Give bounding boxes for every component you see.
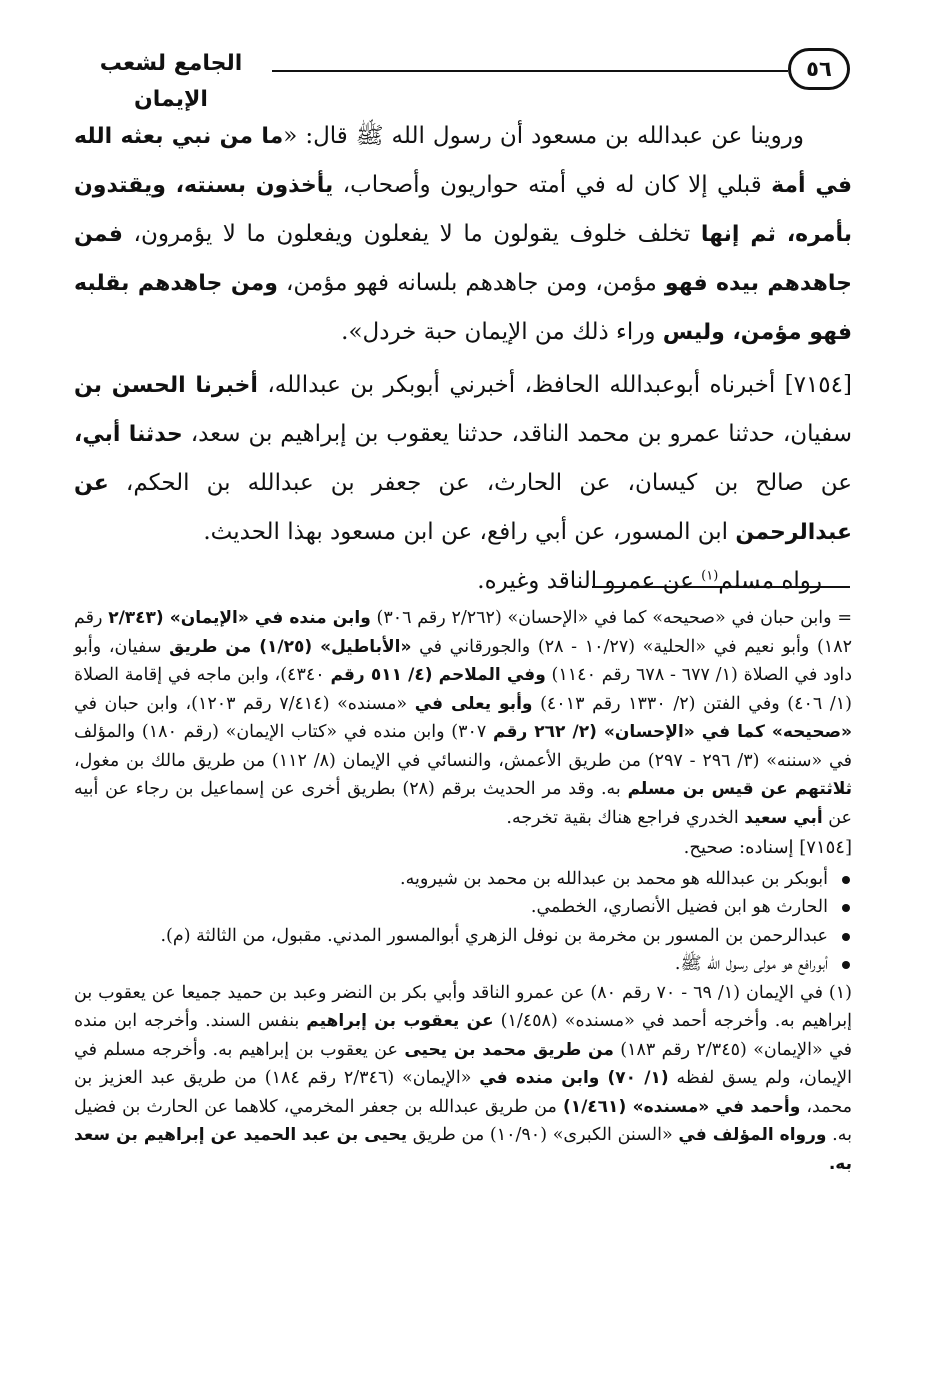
chain-bold-2: حدثنا أبي، [74,422,183,447]
hadith-bold-2: يأخذون بسنته، ويقتدون بأمره، ثم إنها [74,173,852,247]
fn-prev-bold-8: أبي سعيد [744,807,823,828]
footnote-separator [592,586,850,588]
hadith-bold-3: فمن جاهدهم بيده فهو [74,222,852,296]
chain-paragraph [74,361,852,557]
fn-prev-text-5: «مسنده» (٧/٤١٤ رقم ١٢٠٣)، وابن حبان في [74,693,415,714]
chain-bold-1: أخبرنا الحسن بن [74,373,258,398]
fn-prev-bold-3: وفي الملاحم (٤/ ٥١١ رقم [330,665,546,685]
isnad-label: إسناده: صحيح. [683,837,800,858]
hadith-number: [٧١٥٤] [784,372,852,398]
riwayah-text-1: رواه مسلم [718,568,822,594]
narrator-note [74,922,830,951]
fn1-bold-3: من طريق محمد بن يحيى [404,1039,614,1060]
fn1-bold-7: يحيى بن عبد الحميد عن إبراهيم بن سعد به. [74,1125,852,1174]
chain-text-2: سفيان، حدثنا عمرو بن محمد الناقد، حدثنا يعقوب بن إبراهيم بن سعد، [182,421,852,447]
fn-prev-text-7: الأعمش، والنسائي في الإيمان (٨/ ١١٢) من طريق مالك بن مغول، [74,750,569,771]
fn1-text-7: «السنن الكبرى» (١٠/٩٠) من طريق [407,1125,679,1145]
header-rule [272,70,788,72]
footnote-1 [74,979,852,1179]
narrator-notes [74,865,852,979]
footnote-ref-1[interactable]: (١) [701,568,719,584]
fn-prev-text-6: ٣٠٧) وابن منده في «كتاب الإيمان» (رقم ١٨٠) والمؤلف في «سننه» (٣/ ٢٩٦ - ٢٩٧) من طريق [74,722,852,771]
chain-text-4: ابن المسور، عن أبي رافع، عن ابن مسعود بهذا الحديث. [203,519,736,545]
fn1-bold-4: (١/ ٧٠) وابن منده في [479,1068,669,1088]
footnote-continued [74,604,852,832]
fn1-text-5: «الإيمان» (٢/٣٤٦ رقم ١٨٤) من طريق عبد العزيز بن محمد، [74,1068,852,1117]
fn-prev-text-3: سفيان، وأبو داود في الصلاة (١/ ٦٧٧ - ٦٧٨ رقم ١١٤٠) [74,636,852,685]
hadith-text-2: تخلف خلوف يقولون ما لا يفعلون ويفعلون ما لا يؤمرون، [122,221,701,247]
fn-prev-bold-2: «الأباطيل» (١/٢٥) من طريق [169,636,412,657]
hadith-paragraph [74,112,852,357]
bullet-icon [842,876,850,884]
chain-text-3: عن صالح بن كيسان، عن الحارث، عن جعفر بن عبدالله بن الحكم، [108,470,852,496]
fn1-text-1: (١) في الإيمان (١/ ٦٩ - ٧٠ رقم ٨٠) عن عمرو الناقد وأبي بكر بن النضر وعبد بن حميد جميعا [181,982,852,1003]
fn1-bold-6: ورواه المؤلف في [678,1125,827,1145]
narrator-note-text: عبدالرحمن بن المسور بن مخرمة بن نوفل الزهري أبوالمسور المدني. مقبول، من الثالثة (م). [160,925,828,946]
chain-bold-3: عن عبدالرحمن [74,471,852,545]
fn1-text-3: بنفس السند. وأخرجه ابن منده في «الإيمان» (٢/٣٤٥ رقم ١٨٣) [74,1011,852,1060]
fn-prev-bold-4: وأبو يعلى في [414,693,533,714]
fn-prev-text-8: به. وقد مر الحديث برقم (٢٨) بطريق أخرى عن إسماعيل بن رجاء عن أبيه عن [74,779,852,828]
riwayah-text-2: عن عمرو الناقد وغيره. [477,568,702,594]
hadith-bold-1: ما من نبي بعثه الله في أمة [74,124,853,198]
hadith-text-4: وراء ذلك من الإيمان حبة خردل». [341,319,663,345]
main-text [74,112,852,605]
narrator-note [74,865,830,894]
hadith-text-1: قبلي إلا كان له في أمته حواريون وأصحاب، [333,172,772,198]
fn1-bold-5: وأحمد في «مسنده» (١/٤٦١) [562,1096,801,1117]
fn1-text-4: عن يعقوب بن إبراهيم به. وأخرجه مسلم في الإيمان، ولم يسق لفظه [74,1039,852,1088]
fn1-text-2: عن يعقوب بن إبراهيم به. وأخرجه أحمد في «مسنده» (١/٤٥٨) [74,982,853,1031]
page-number: ٥٦ [788,48,850,90]
fn-prev-bold-1: وابن منده في «الإيمان» (٢/٣٤٣ [108,608,371,628]
hadith-bold-4: ومن جاهدهم بقلبه فهو مؤمن، وليس [74,271,852,345]
fn-prev-text-2: رقم ١٨٢) وأبو نعيم في «الحلية» (١٠/٢٧ - ٢٨) والجورقاني في [74,608,853,657]
fn1-bold-2: عن يعقوب بن إبراهيم [306,1011,494,1031]
page-header [72,38,850,112]
isnad-grading [74,834,852,863]
hadith-text-3: مؤمن، ومن جاهدهم بلسانه فهو مؤمن، [277,270,665,296]
riwayah-paragraph [74,557,852,605]
fn-prev-text-4: ٤٣٤٠)، وابن ماجه في إقامة الصلاة (١/ ٤٠٦) وفي الفتن (٢/ ١٣٣٠ رقم ٤٠١٣) [74,665,852,714]
narrator-note [74,893,830,922]
bullet-icon [842,904,850,912]
fn-prev-bold-5: «صحيحه» كما في «الإحسان» (٢/ ٢٦٢ رقم [493,722,853,742]
narrator-note-text: أبوبكر بن عبدالله هو محمد بن عبدالله بن محمد بن شيرويه. [400,868,828,889]
footnotes [74,604,852,1178]
book-title: الجامع لشعب الإيمان [99,51,243,112]
isnad-number: [٧١٥٤] [799,837,852,858]
bullet-icon [842,933,850,941]
narrator-note-text: أبورافع هو مولى رسول الله ﷺ. [674,954,828,974]
fn-prev-bold-7: ثلاثتهم عن قيس بن مسلم [627,779,852,799]
narrator-note-text: الحارث هو ابن فضيل الأنصاري، الخطمي. [530,897,828,917]
hadith-intro: وروينا عن عبدالله بن مسعود أن رسول الله ﷺ قال: « [283,123,804,149]
fn-prev-text-9: الخدري فراجع هناك بقية تخرجه. [506,807,745,828]
narrator-note [74,950,830,979]
fn-prev-text-1: = وابن حبان في «صحيحه» كما في «الإحسان» (٢/٢٦٢ رقم ٣٠٦) [370,608,852,628]
chain-text-1: أخبرناه أبوعبدالله الحافظ، أخبرني أبوبكر بن عبدالله، [257,372,785,398]
bullet-icon [842,961,850,969]
fn1-text-6: من طريق عبدالله بن جعفر المخرمي، كلاهما عن الحارث بن فضيل به. [74,1096,852,1145]
